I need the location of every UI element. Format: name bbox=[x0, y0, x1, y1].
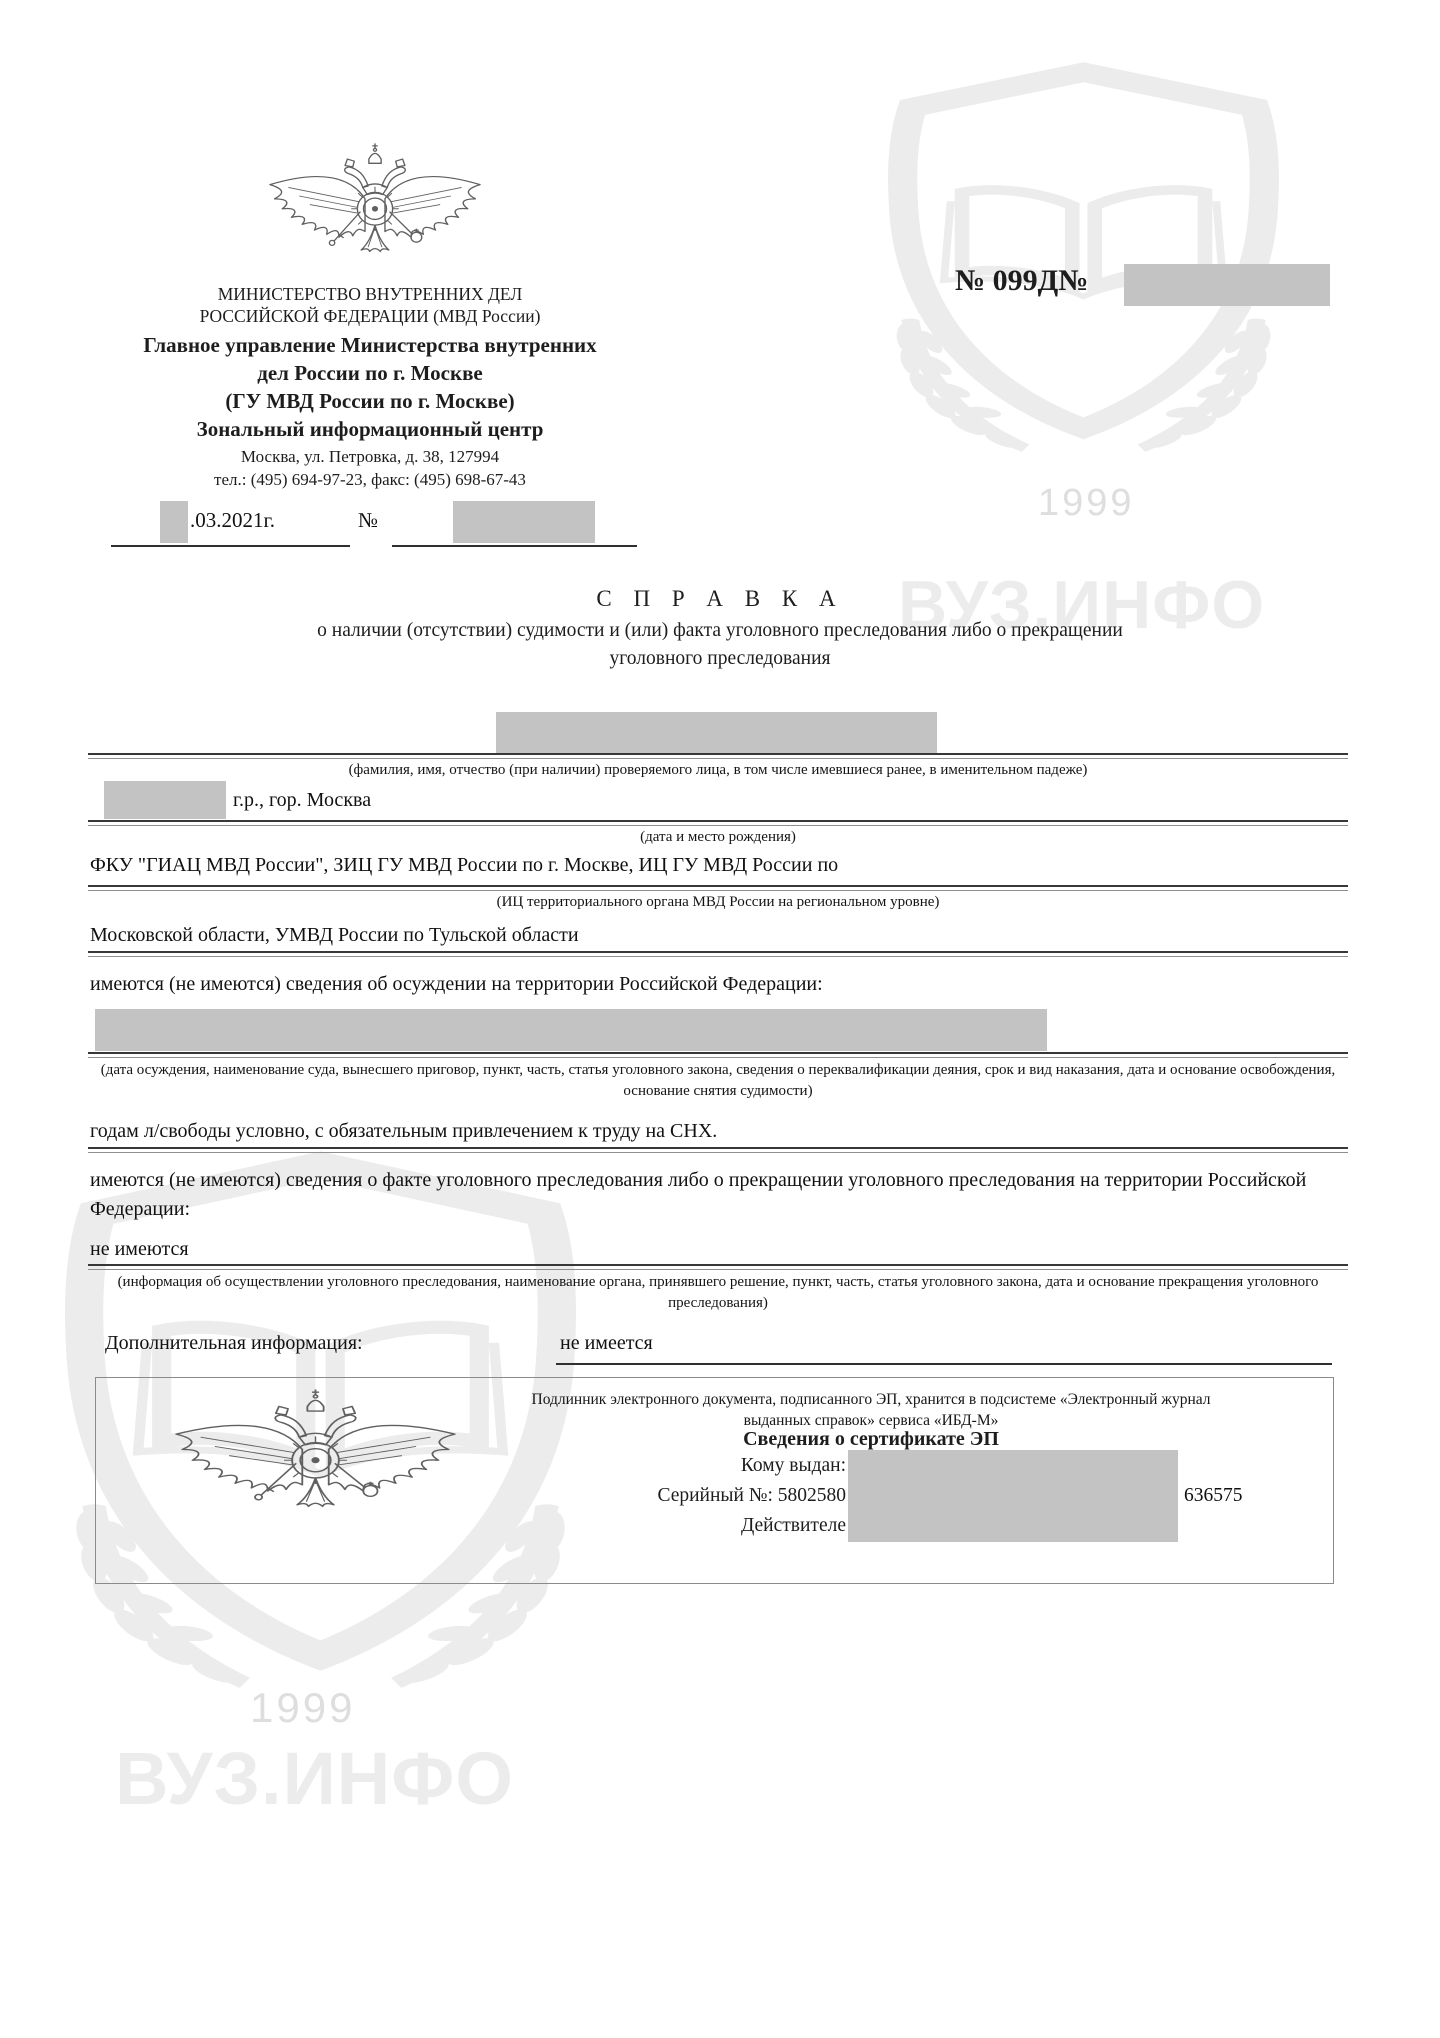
prosecution-caption: (информация об осуществлении уголовного преследования, наименование органа, принявшего решение, пункт, часть, статья уголовного закона, дата и основание прекращения уголовного преследования) bbox=[117, 1274, 1319, 1311]
conviction-value-tail: годам л/свободы условно, с обязательным привлечением к труду на СНХ. bbox=[90, 1120, 718, 1142]
redaction-cert-details bbox=[848, 1450, 1178, 1542]
gu-mvd-line-2: дел России по г. Москве bbox=[257, 361, 483, 385]
address-line: Москва, ул. Петровка, д. 38, 127994 bbox=[240, 447, 500, 466]
form-body bbox=[88, 0, 1348, 2038]
esign-storage-line-1: Подлинник электронного документа, подписанного ЭП, хранится в подсистеме «Электронный журнал bbox=[531, 1391, 1211, 1408]
prosecution-value: не имеются bbox=[90, 1238, 189, 1260]
gu-mvd-line-1: Главное управление Министерства внутренних bbox=[143, 333, 597, 357]
ministry-line-2: РОССИЙСКОЙ ФЕДЕРАЦИИ (МВД России) bbox=[199, 306, 541, 326]
redaction-full-name bbox=[496, 712, 937, 753]
org-rule-2 bbox=[88, 951, 1348, 957]
checking-org-line-1: ФКУ "ГИАЦ МВД России", ЗИЦ ГУ МВД России по г. Москве, ИЦ ГУ МВД России по bbox=[90, 854, 839, 876]
redaction-birth-date bbox=[104, 781, 226, 819]
cert-valid-label: Действителе bbox=[740, 1515, 846, 1536]
birth-place-value: г.р., гор. Москва bbox=[233, 789, 372, 811]
document-subtitle-line-2: уголовного преследования bbox=[609, 648, 831, 669]
document-subtitle-line-1: о наличии (отсутствии) судимости и (или) факта уголовного преследования либо о прекращении bbox=[317, 620, 1123, 641]
watermark-year-text: 1999 bbox=[250, 1684, 356, 1731]
name-rule bbox=[88, 753, 1348, 759]
document-date: .03.2021г. bbox=[190, 508, 275, 532]
phone-fax-line: тел.: (495) 694-97-23, факс: (495) 698-67-43 bbox=[214, 470, 526, 489]
zonal-center-line: Зональный информационный центр bbox=[196, 417, 544, 441]
outgoing-number-label: № bbox=[358, 508, 379, 532]
conviction-label: имеются (не имеются) сведения об осуждении на территории Российской Федерации: bbox=[90, 973, 823, 995]
birth-caption: (дата и место рождения) bbox=[640, 829, 796, 845]
prosecution-label: имеются (не имеются) сведения о факте уголовного преследования либо о прекращении уголовного преследования на территории Российской Федерации: bbox=[90, 1169, 1307, 1220]
redaction-conviction-details bbox=[95, 1009, 1047, 1051]
additional-info-label: Дополнительная информация: bbox=[105, 1332, 363, 1354]
watermark-year-text: 1999 bbox=[1038, 482, 1135, 524]
org-rule bbox=[88, 885, 1348, 891]
esignature-box bbox=[95, 1377, 1334, 1584]
additional-info-underline bbox=[556, 1363, 1332, 1365]
checking-org-line-2: Московской области, УМВД России по Тульской области bbox=[90, 924, 579, 946]
watermark-brand-text: ВУЗ.ИНФО bbox=[898, 567, 1266, 643]
cert-info-title: Сведения о сертификате ЭП bbox=[743, 1428, 999, 1450]
conviction-caption: (дата осуждения, наименование суда, вынесшего приговор, пункт, часть, статья уголовного закона, сведения о переквалификации деяния, срок и вид наказания, дата и основание освобождения, основание снятия судимости) bbox=[100, 1062, 1336, 1099]
mvd-eagle-emblem-icon bbox=[163, 1388, 468, 1534]
ministry-line-1: МИНИСТЕРСТВО ВНУТРЕННИХ ДЕЛ bbox=[217, 284, 523, 304]
conviction-rule bbox=[88, 1052, 1348, 1058]
additional-info-value: не имеется bbox=[560, 1332, 653, 1354]
gu-mvd-abbrev: (ГУ МВД России по г. Москве) bbox=[225, 389, 515, 413]
watermark-brand-text: ВУЗ.ИНФО bbox=[115, 1737, 514, 1820]
prosecution-rule bbox=[88, 1264, 1348, 1270]
form-number: № 099Д№ bbox=[955, 264, 1089, 297]
cert-issued-to-label: Кому выдан: bbox=[740, 1455, 846, 1476]
birth-rule bbox=[88, 820, 1348, 826]
document-title: С П Р А В К А bbox=[596, 586, 844, 611]
org-caption: (ИЦ территориального органа МВД России на региональном уровне) bbox=[496, 894, 940, 910]
cert-serial-prefix: Серийный №: 5802580 bbox=[657, 1485, 846, 1506]
esign-storage-line-2: выданных справок» сервиса «ИБД-М» bbox=[743, 1412, 999, 1429]
cert-serial-suffix: 636575 bbox=[1184, 1485, 1243, 1506]
conviction-tail-rule bbox=[88, 1147, 1348, 1153]
name-caption: (фамилия, имя, отчество (при наличии) проверяемого лица, в том числе имевшиеся ранее, в именительном падеже) bbox=[348, 762, 1088, 778]
